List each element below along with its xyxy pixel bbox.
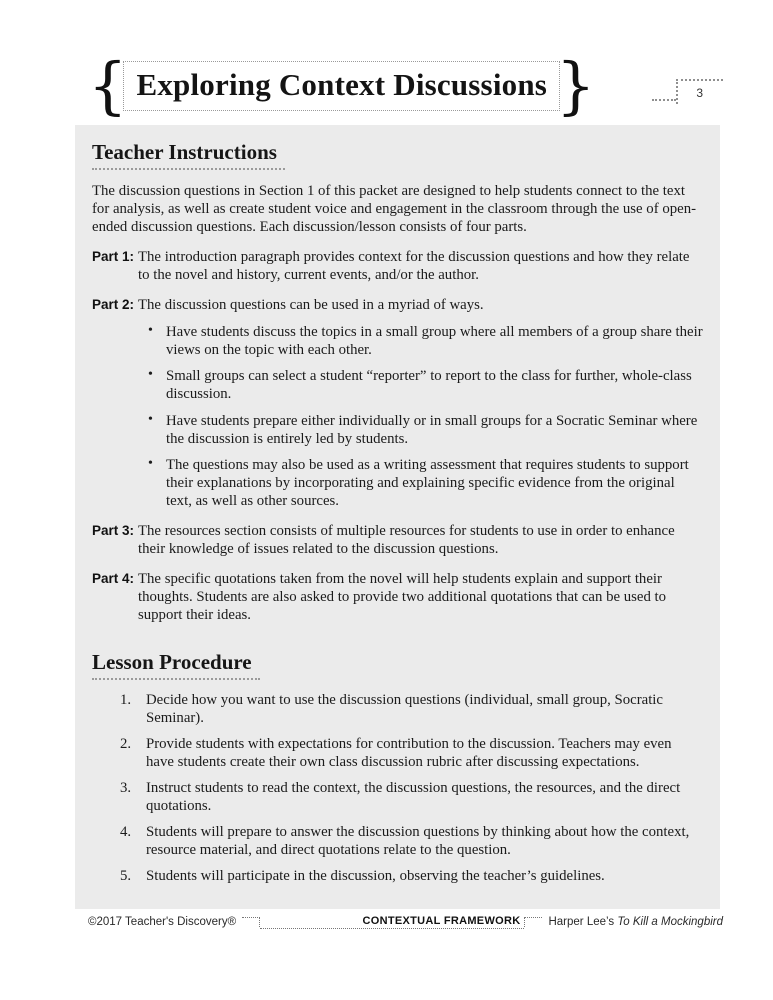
- page-header: [88, 49, 723, 122]
- step-number: 2.: [120, 736, 132, 753]
- left-brace-decoration: {: [88, 49, 128, 122]
- lesson-procedure-heading: Lesson Procedure: [92, 650, 260, 680]
- list-item: [120, 735, 703, 771]
- part-3-text: The resources section consists of multiple resources for students to use in order to enhance their knowledge of issues related to the discussion questions.: [138, 522, 675, 557]
- dotted-corner-decoration: [524, 917, 542, 927]
- step-text: Students will prepare to answer the discussion questions by thinking about how the context, resource material, and direct quotations relate to the question.: [146, 824, 690, 859]
- list-item: [120, 779, 703, 815]
- part-1-label: Part 1:: [92, 249, 135, 265]
- list-item: [120, 867, 703, 885]
- step-text: Provide students with expectations for contribution to the discussion. Teachers may even have students create their own class discussion rubric after discussing expectations.: [146, 736, 672, 771]
- title-block: [88, 49, 596, 122]
- book-author-prefix: Harper Lee’s: [548, 916, 618, 928]
- part-3-row: [92, 522, 703, 558]
- step-number: 3.: [120, 780, 132, 797]
- step-text: Students will participate in the discussion, observing the teacher’s guidelines.: [146, 868, 605, 885]
- list-item: • The questions may also be used as a writing assessment that requires students to support their explanations by incorporating and explaining specific evidence from the original text, as well as other sources.: [148, 456, 703, 510]
- part-4-text: The specific quotations taken from the novel will help students explain and support their thoughts. Students are also asked to provide two additional quotations that can be used to support their ideas.: [138, 570, 667, 623]
- dotted-leader-line: [260, 916, 524, 929]
- list-item: [120, 691, 703, 727]
- page-number-leader-line: [652, 99, 676, 101]
- step-number: 1.: [120, 691, 132, 708]
- book-reference: [548, 916, 723, 929]
- part-2-text: The discussion questions can be used in a myriad of ways.: [138, 297, 484, 314]
- part-3-label: Part 3:: [92, 522, 135, 538]
- book-title: To Kill a Mockingbird: [617, 916, 723, 928]
- step-text: Instruct students to read the context, the discussion questions, the resources, and the direct quotations.: [146, 780, 681, 815]
- teacher-instructions-heading: Teacher Instructions: [92, 140, 285, 170]
- page-number: 3: [676, 79, 723, 104]
- part-4-row: [92, 570, 703, 624]
- list-item: • Have students discuss the topics in a small group where all members of a group share their views on the topic with each other.: [148, 323, 703, 359]
- intro-paragraph: The discussion questions in Section 1 of this packet are designed to help students connect to the text for analysis, as well as create student voice and engagement in the classroom through the use of open-ended discussion questions. Each discussion/lesson consists of four parts.: [92, 183, 697, 236]
- list-item: • Have students prepare either individually or in small groups for a Socratic Seminar where the discussion is entirely led by students.: [148, 412, 703, 448]
- step-number: 5.: [120, 868, 132, 885]
- copyright-text: ©2017 Teacher's Discovery®: [88, 916, 237, 928]
- list-item: [120, 823, 703, 859]
- lesson-procedure-list: [120, 691, 703, 885]
- part-2-label: Part 2:: [92, 297, 135, 313]
- part-1-text: The introduction paragraph provides context for the discussion questions and how they relate to the novel and history, current events, and/or the author.: [138, 249, 690, 284]
- right-brace-decoration: }: [556, 49, 596, 122]
- list-item: • Small groups can select a student “reporter” to report to the class for further, whole-class discussion.: [148, 367, 703, 403]
- page-number-block: [652, 70, 723, 104]
- part-2-row: [92, 296, 703, 314]
- step-number: 4.: [120, 824, 132, 841]
- page-footer: [88, 916, 723, 929]
- content-panel: [75, 125, 720, 909]
- step-text: Decide how you want to use the discussion questions (individual, small group, Socratic Seminar).: [146, 691, 663, 727]
- section-label: CONTEXTUAL FRAMEWORK: [362, 915, 521, 927]
- part-4-label: Part 4:: [92, 570, 135, 586]
- part-1-row: [92, 248, 703, 284]
- page-title: Exploring Context Discussions: [123, 61, 560, 111]
- part-2-bullet-list: [148, 323, 703, 509]
- dotted-corner-decoration: [242, 917, 260, 927]
